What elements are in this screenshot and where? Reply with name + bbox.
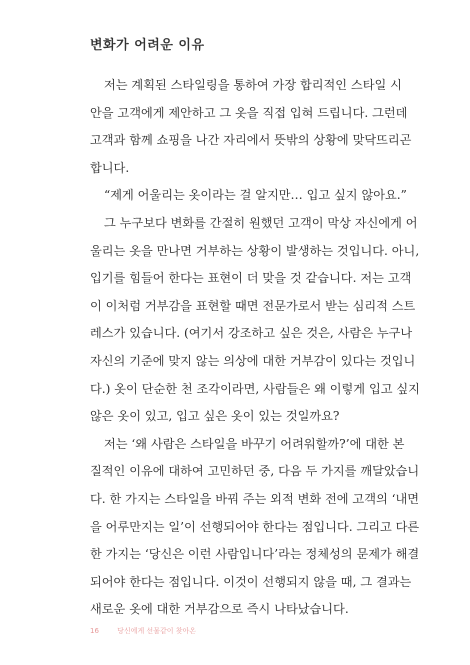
paragraph-line: 합니다. xyxy=(90,160,130,175)
paragraph-line: 한 가지는 ‘당신은 이런 사람입니다’라는 정체성의 문제가 해결 xyxy=(90,547,420,562)
paragraph-line: 저는 ‘왜 사람은 스타일을 바꾸기 어려워할까?’에 대한 본 xyxy=(104,436,405,451)
page-number: 16 xyxy=(90,627,99,635)
section-heading: 변화가 어려운 이유 xyxy=(90,38,205,53)
paragraph-line: “제게 어울리는 옷이라는 걸 알지만… 입고 싶지 않아요.” xyxy=(104,188,407,203)
paragraph xyxy=(90,182,407,210)
paragraph-line: 되어야 한다는 점입니다. 이것이 선행되지 않을 때, 그 결과는 xyxy=(90,574,412,589)
page-footer xyxy=(90,626,196,636)
paragraph-line: 자신의 기준에 맞지 않는 의상에 대한 거부감이 있다는 것입니 xyxy=(90,353,416,368)
paragraph-line: 고객과 함께 쇼핑을 나간 자리에서 뜻밖의 상황에 맞닥뜨리곤 xyxy=(90,133,412,148)
paragraph-line: 그 누구보다 변화를 간절히 원했던 고객이 막상 자신에게 어 xyxy=(104,215,418,230)
paragraph-line: 다. 한 가지는 스타일을 바꿔 주는 외적 변화 전에 고객의 ‘내면 xyxy=(90,491,420,506)
paragraph-line: 저는 계획된 스타일링을 통하여 가장 합리적인 스타일 시 xyxy=(104,78,402,92)
paragraph-line: 을 어루만지는 일’이 선행되어야 한다는 점입니다. 그리고 다른 xyxy=(90,519,420,534)
paragraph-line: 울리는 옷을 만나면 거부하는 상황이 발생하는 것입니다. 아니, xyxy=(90,243,420,258)
running-title: 당신에게 선물같이 찾아온 xyxy=(117,627,196,635)
paragraph-line: 입기를 힘들어 한다는 표현이 더 맞을 것 같습니다. 저는 고객 xyxy=(90,271,412,286)
paragraph-line: 레스가 있습니다. (여기서 강조하고 싶은 것은, 사람은 누구나 xyxy=(90,326,413,341)
paragraph xyxy=(90,431,420,624)
paragraph-line: 이 이처럼 거부감을 표현할 때면 전문가로서 받는 심리적 스트 xyxy=(90,298,416,313)
paragraph-line: 새로운 옷에 대한 거부감으로 즉시 나타났습니다. xyxy=(90,602,349,617)
paragraph-line: 안을 고객에게 제안하고 그 옷을 직접 입혀 드립니다. 그런데 xyxy=(90,105,408,120)
paragraph xyxy=(90,210,420,431)
paragraph xyxy=(90,72,412,182)
paragraph-line: 다.) 옷이 단순한 천 조각이라면, 사람들은 왜 이렇게 입고 싶지 xyxy=(90,381,420,396)
body-text xyxy=(90,72,420,624)
paragraph-line: 않은 옷이 있고, 입고 싶은 옷이 있는 것일까요? xyxy=(90,409,340,424)
paragraph-line: 질적인 이유에 대하여 고민하던 중, 다음 두 가지를 깨달았습니 xyxy=(90,464,420,479)
